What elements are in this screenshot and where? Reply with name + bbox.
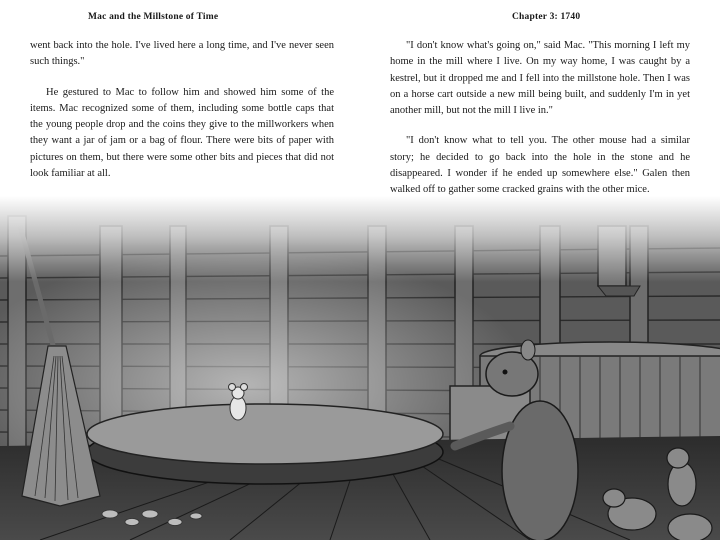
- running-head-left: Mac and the Millstone of Time: [88, 12, 219, 22]
- left-page-text: [30, 38, 334, 196]
- right-page-text: [390, 38, 690, 213]
- running-head-right: Chapter 3: 1740: [512, 12, 581, 22]
- mill-interior-illustration: [0, 196, 720, 540]
- paragraph: He gestured to Mac to follow him and showed him some of the items. Mac recognized some of them, including some bottle caps that the young people drop and the coins they give to the millworkers when they want a jar of jam or a bag of flour. There were bits of paper with pictures on them, but there were some other bits and pieces that did not look familiar at all.: [30, 86, 334, 180]
- paragraph: went back into the hole. I've lived here a long time, and I've never seen such things.": [30, 40, 334, 68]
- paragraph: "I don't know what's going on," said Mac. "This morning I left my home in the mill where I live. On my way home, I was caught by a kestrel, but it dropped me and I fell into the millstone hole. Then I was on a horse cart outside a new mill being built, and suddenly I'm in yet another mill, but not the mill I live in.": [390, 40, 690, 117]
- paragraph: "I don't know what to tell you. The other mouse had a similar story; he decided to go back into the hole in the stone and he disappeared. I wonder if he ended up somewhere else." Galen then walked off to gather some cracked grains with the other mice.: [390, 135, 690, 196]
